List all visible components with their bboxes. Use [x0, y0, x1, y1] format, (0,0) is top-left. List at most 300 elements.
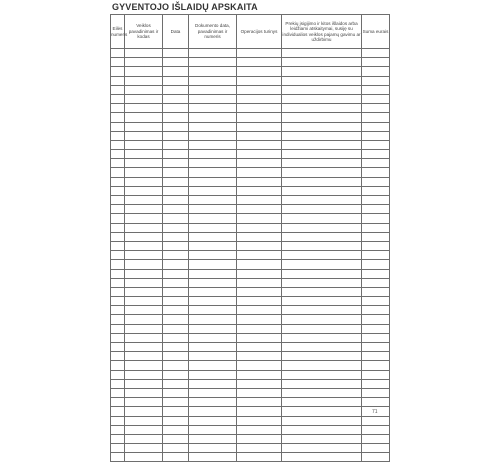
table-cell — [282, 104, 362, 113]
table-cell — [111, 315, 125, 324]
table-cell — [282, 113, 362, 122]
table-cell — [125, 58, 163, 67]
table-row — [111, 416, 390, 425]
table-cell — [282, 214, 362, 223]
table-cell — [125, 49, 163, 58]
table-cell — [282, 223, 362, 232]
table-cell — [362, 205, 390, 214]
table-cell — [111, 223, 125, 232]
table-cell — [111, 388, 125, 397]
table-cell — [163, 269, 189, 278]
table-cell — [111, 343, 125, 352]
table-cell — [362, 333, 390, 342]
table-cell — [362, 49, 390, 58]
table-cell — [163, 150, 189, 159]
table-cell — [125, 343, 163, 352]
table-cell — [125, 379, 163, 388]
table-cell — [111, 76, 125, 85]
table-row — [111, 85, 390, 94]
table-cell — [282, 370, 362, 379]
table-row — [111, 278, 390, 287]
table-cell — [237, 186, 282, 195]
table-cell — [163, 104, 189, 113]
table-cell — [189, 453, 237, 462]
table-cell — [282, 49, 362, 58]
table-cell — [282, 241, 362, 250]
table-cell — [189, 388, 237, 397]
table-cell — [163, 287, 189, 296]
table-cell — [163, 159, 189, 168]
table-cell — [282, 278, 362, 287]
table-cell — [282, 379, 362, 388]
table-cell — [282, 251, 362, 260]
table-cell — [125, 159, 163, 168]
table-cell — [282, 388, 362, 397]
table-row — [111, 343, 390, 352]
table-cell — [125, 76, 163, 85]
table-cell — [125, 196, 163, 205]
table-cell — [189, 260, 237, 269]
table-cell — [189, 223, 237, 232]
table-cell — [362, 113, 390, 122]
table-cell — [237, 131, 282, 140]
table-cell — [111, 352, 125, 361]
table-cell — [189, 159, 237, 168]
table-cell — [362, 67, 390, 76]
table-cell — [163, 223, 189, 232]
table-cell — [125, 186, 163, 195]
table-cell — [163, 186, 189, 195]
column-header-date: Data — [163, 15, 189, 49]
table-cell — [237, 388, 282, 397]
table-cell — [189, 58, 237, 67]
table-cell — [111, 94, 125, 103]
table-cell — [362, 186, 390, 195]
table-cell — [362, 131, 390, 140]
table-cell — [189, 306, 237, 315]
table-cell — [125, 104, 163, 113]
table-cell — [189, 232, 237, 241]
table-cell — [189, 94, 237, 103]
table-cell — [362, 122, 390, 131]
table-cell — [189, 361, 237, 370]
table-cell — [282, 398, 362, 407]
table-cell — [163, 58, 189, 67]
table-cell — [282, 196, 362, 205]
table-row — [111, 287, 390, 296]
table-cell — [237, 232, 282, 241]
table-cell — [125, 269, 163, 278]
table-cell — [282, 177, 362, 186]
table-row — [111, 434, 390, 443]
table-cell — [189, 241, 237, 250]
table-row — [111, 177, 390, 186]
page-number: 71 — [372, 409, 378, 415]
table-cell — [362, 370, 390, 379]
table-row — [111, 94, 390, 103]
table-cell — [362, 251, 390, 260]
table-cell — [189, 131, 237, 140]
table-cell — [111, 196, 125, 205]
table-cell — [163, 122, 189, 131]
table-cell — [282, 159, 362, 168]
table-cell — [163, 333, 189, 342]
table-cell — [189, 278, 237, 287]
table-cell — [282, 58, 362, 67]
table-cell — [111, 444, 125, 453]
table-cell — [237, 49, 282, 58]
table-cell — [237, 333, 282, 342]
table-cell — [125, 278, 163, 287]
table-cell — [125, 251, 163, 260]
table-cell — [237, 67, 282, 76]
table-cell — [125, 113, 163, 122]
table-cell — [163, 352, 189, 361]
table-cell — [111, 241, 125, 250]
table-cell — [111, 398, 125, 407]
table-row — [111, 159, 390, 168]
table-cell — [362, 379, 390, 388]
table-cell — [125, 315, 163, 324]
table-cell — [125, 361, 163, 370]
table-cell — [237, 379, 282, 388]
table-row — [111, 324, 390, 333]
table-cell — [282, 260, 362, 269]
table-cell — [282, 343, 362, 352]
table-cell — [111, 306, 125, 315]
table-cell — [237, 260, 282, 269]
table-cell — [125, 388, 163, 397]
table-cell — [362, 241, 390, 250]
table-cell — [189, 444, 237, 453]
table-cell — [237, 159, 282, 168]
table-cell — [189, 324, 237, 333]
column-header-row-number: Eilės numeris — [111, 15, 125, 49]
column-header-amount: Suma eurais — [362, 15, 390, 49]
table-cell — [282, 150, 362, 159]
table-row — [111, 370, 390, 379]
table-cell — [163, 251, 189, 260]
table-cell — [125, 241, 163, 250]
table-cell — [237, 407, 282, 416]
table-cell — [125, 223, 163, 232]
table-cell — [125, 370, 163, 379]
table-cell — [237, 453, 282, 462]
table-cell — [111, 85, 125, 94]
table-cell — [237, 287, 282, 296]
table-cell — [237, 425, 282, 434]
table-cell — [189, 214, 237, 223]
table-cell — [282, 186, 362, 195]
table-cell — [362, 159, 390, 168]
table-cell — [237, 150, 282, 159]
table-cell — [189, 287, 237, 296]
table-row — [111, 223, 390, 232]
table-cell — [362, 214, 390, 223]
table-cell — [111, 278, 125, 287]
column-header-document: Dokumento data, pavadinimas ir numeris — [189, 15, 237, 49]
table-cell — [237, 196, 282, 205]
table-cell — [237, 140, 282, 149]
table-cell — [282, 444, 362, 453]
table-cell — [163, 444, 189, 453]
table-cell — [362, 196, 390, 205]
table-cell — [189, 205, 237, 214]
table-cell — [125, 260, 163, 269]
table-row — [111, 150, 390, 159]
table-row — [111, 444, 390, 453]
table-cell — [163, 416, 189, 425]
table-cell — [163, 361, 189, 370]
table-cell — [362, 297, 390, 306]
table-row — [111, 122, 390, 131]
table-cell — [282, 361, 362, 370]
table-cell — [237, 168, 282, 177]
table-cell — [111, 214, 125, 223]
table-cell — [111, 186, 125, 195]
table-cell — [189, 434, 237, 443]
table-cell — [237, 297, 282, 306]
table-row — [111, 315, 390, 324]
table-cell — [189, 49, 237, 58]
table-cell — [362, 269, 390, 278]
table-cell — [163, 76, 189, 85]
table-cell — [282, 287, 362, 296]
table-cell — [189, 343, 237, 352]
table-cell — [282, 205, 362, 214]
table-cell — [282, 315, 362, 324]
table-cell — [189, 297, 237, 306]
table-cell — [163, 407, 189, 416]
table-cell — [163, 388, 189, 397]
table-cell — [163, 85, 189, 94]
table-row — [111, 214, 390, 223]
table-cell — [282, 168, 362, 177]
table-cell — [282, 140, 362, 149]
table-cell — [362, 85, 390, 94]
table-cell — [111, 333, 125, 342]
table-row — [111, 205, 390, 214]
table-cell — [189, 425, 237, 434]
table-cell — [125, 306, 163, 315]
table-cell — [125, 352, 163, 361]
table-cell — [282, 67, 362, 76]
table-cell — [189, 140, 237, 149]
table-cell — [125, 67, 163, 76]
table-cell — [237, 398, 282, 407]
table-cell — [237, 269, 282, 278]
table-cell — [163, 196, 189, 205]
table-cell — [111, 370, 125, 379]
table-cell — [125, 150, 163, 159]
table-cell — [163, 398, 189, 407]
table-cell — [111, 113, 125, 122]
table-cell — [282, 434, 362, 443]
table-cell — [237, 177, 282, 186]
table-cell — [189, 67, 237, 76]
table-cell — [163, 94, 189, 103]
table-cell — [163, 168, 189, 177]
table-row — [111, 58, 390, 67]
table-cell — [163, 131, 189, 140]
table-cell — [189, 122, 237, 131]
table-cell — [237, 205, 282, 214]
table-cell — [111, 131, 125, 140]
table-cell — [125, 122, 163, 131]
table-cell — [111, 361, 125, 370]
expense-ledger-table — [110, 14, 390, 462]
table-cell — [163, 434, 189, 443]
table-cell — [189, 269, 237, 278]
table-cell — [125, 214, 163, 223]
table-row — [111, 113, 390, 122]
table-row — [111, 388, 390, 397]
table-cell — [189, 76, 237, 85]
table-row — [111, 269, 390, 278]
table-cell — [125, 333, 163, 342]
table-cell — [237, 352, 282, 361]
table-row — [111, 76, 390, 85]
table-cell — [282, 85, 362, 94]
table-cell — [237, 223, 282, 232]
table-cell — [125, 324, 163, 333]
table-cell — [163, 241, 189, 250]
table-cell — [282, 269, 362, 278]
table-cell — [163, 278, 189, 287]
table-cell — [111, 159, 125, 168]
table-cell — [362, 315, 390, 324]
table-cell — [111, 297, 125, 306]
table-cell — [189, 113, 237, 122]
table-cell — [111, 251, 125, 260]
table-cell — [111, 269, 125, 278]
table-cell — [362, 444, 390, 453]
table-cell — [163, 379, 189, 388]
table-row — [111, 398, 390, 407]
table-cell — [111, 407, 125, 416]
table-cell — [282, 297, 362, 306]
table-cell — [362, 223, 390, 232]
table-cell — [163, 232, 189, 241]
table-row — [111, 260, 390, 269]
table-cell — [237, 278, 282, 287]
table-cell — [189, 370, 237, 379]
table-row — [111, 67, 390, 76]
table-cell — [362, 150, 390, 159]
table-cell — [189, 407, 237, 416]
table-cell — [282, 76, 362, 85]
column-header-activity: Veiklos pavadinimas ir kodas — [125, 15, 163, 49]
table-cell — [362, 76, 390, 85]
table-cell — [125, 85, 163, 94]
column-header-operation: Operacijos turinys — [237, 15, 282, 49]
table-cell — [362, 140, 390, 149]
table-cell — [125, 94, 163, 103]
table-cell — [125, 232, 163, 241]
table-cell — [282, 407, 362, 416]
table-cell — [125, 297, 163, 306]
table-cell — [163, 49, 189, 58]
table-cell — [237, 58, 282, 67]
table-cell — [362, 434, 390, 443]
table-cell — [362, 388, 390, 397]
table-cell — [282, 94, 362, 103]
table-cell — [163, 67, 189, 76]
table-cell — [189, 251, 237, 260]
table-cell — [362, 168, 390, 177]
table-cell — [111, 232, 125, 241]
table-row — [111, 333, 390, 342]
table-row — [111, 453, 390, 462]
page-title: GYVENTOJO IŠLAIDŲ APSKAITA — [112, 2, 258, 12]
table-cell — [111, 58, 125, 67]
table-cell — [282, 453, 362, 462]
table-cell — [163, 306, 189, 315]
table-cell — [125, 205, 163, 214]
table-cell — [237, 122, 282, 131]
table-cell — [362, 416, 390, 425]
table-cell — [111, 140, 125, 149]
table-cell — [189, 177, 237, 186]
table-cell — [125, 425, 163, 434]
table-cell — [163, 177, 189, 186]
table-cell — [237, 444, 282, 453]
table-body — [111, 49, 390, 462]
table-cell — [163, 140, 189, 149]
table-cell — [237, 94, 282, 103]
table-cell — [189, 352, 237, 361]
table-cell — [111, 67, 125, 76]
table-cell — [163, 113, 189, 122]
table-cell — [125, 287, 163, 296]
table-cell — [111, 122, 125, 131]
table-cell — [111, 177, 125, 186]
table-cell — [189, 168, 237, 177]
table-cell — [237, 241, 282, 250]
table-cell — [111, 49, 125, 58]
table-cell — [125, 177, 163, 186]
table-cell — [163, 205, 189, 214]
table-cell — [362, 287, 390, 296]
table-cell — [282, 131, 362, 140]
table-header-row — [111, 15, 390, 49]
table-row — [111, 425, 390, 434]
table-cell — [237, 315, 282, 324]
table-row — [111, 186, 390, 195]
table-cell — [111, 150, 125, 159]
table-cell — [362, 343, 390, 352]
table-cell — [163, 315, 189, 324]
table-cell — [111, 205, 125, 214]
table-cell — [163, 324, 189, 333]
table-cell — [125, 434, 163, 443]
table-cell — [125, 453, 163, 462]
table-cell — [111, 379, 125, 388]
table-cell — [237, 104, 282, 113]
table-cell — [125, 131, 163, 140]
table-cell — [189, 315, 237, 324]
table-cell — [111, 104, 125, 113]
table-cell — [125, 444, 163, 453]
table-cell — [111, 425, 125, 434]
table-cell — [362, 260, 390, 269]
table-cell — [163, 370, 189, 379]
table-cell — [282, 425, 362, 434]
table-cell — [282, 306, 362, 315]
table-cell — [362, 306, 390, 315]
table-row — [111, 251, 390, 260]
table-row — [111, 361, 390, 370]
